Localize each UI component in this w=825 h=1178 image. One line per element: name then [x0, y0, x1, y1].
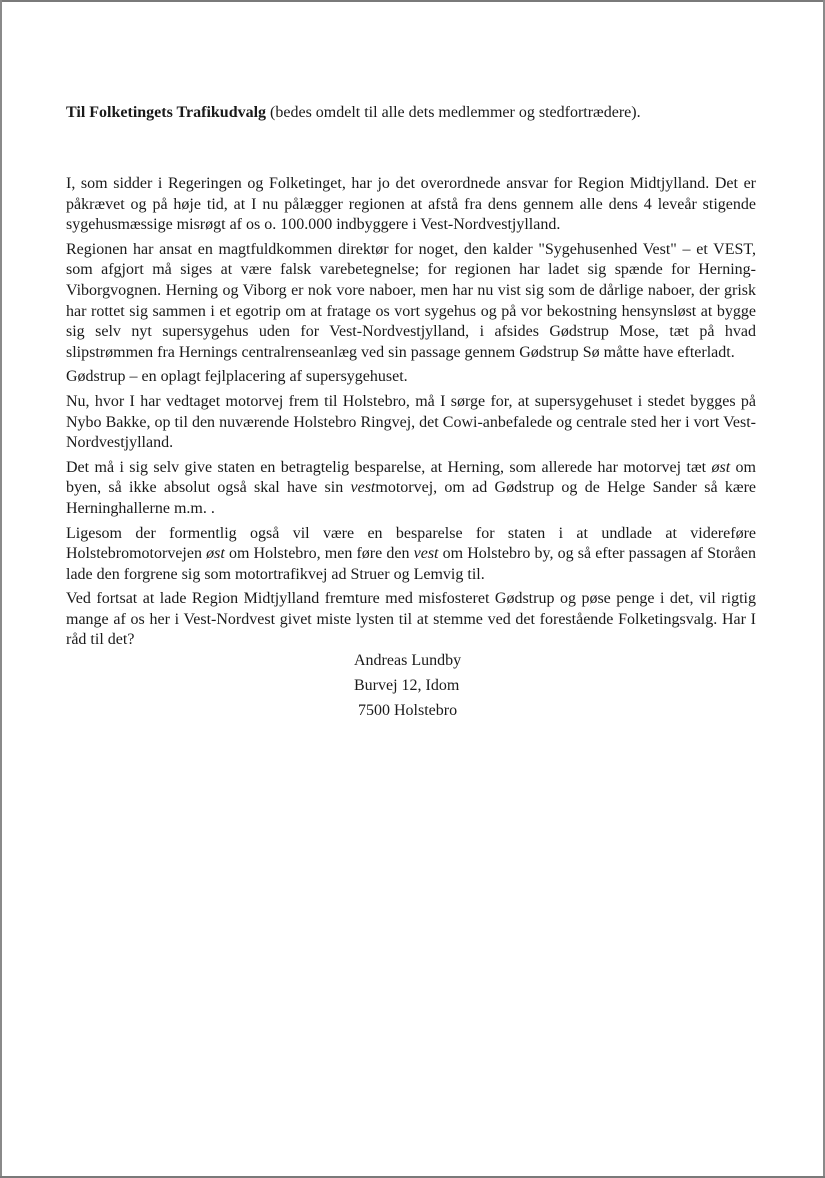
letter-heading: [66, 103, 766, 123]
emphasis: øst: [711, 458, 731, 476]
scan-edge-top: [0, 0, 825, 2]
signature-address: Burvej 12, Idom: [354, 677, 460, 694]
text-run: motorvej, om ad Gødstrup og de Helge Sander så kære Herninghallerne m.m. .: [66, 479, 757, 517]
signature-block: [354, 648, 554, 723]
paragraph-6: [66, 524, 756, 586]
paragraph-3: Gødstrup – en oplagt fejlplacering af supersygehuset.: [66, 368, 408, 386]
text-run: om byen, så ikke absolut også skal have sin: [66, 458, 756, 497]
signature-city: 7500 Holstebro: [358, 702, 458, 719]
recipient: Til Folketingets Trafikudvalg: [66, 104, 267, 121]
paragraph-5: [66, 458, 756, 520]
paragraph-2: Regionen har ansat en magtfuldkommen direktør for noget, den kalder "Sygehusenhed Vest" – et VEST, som afgjort må siges at være falsk varebetegnelse; for regionen har ladet sig spænde for Herning-Viborgvognen. Herning og Viborg er nok vore naboer, men har nu vist sig som de dårlige naboer, der grisk har rottet sig sammen i et egotrip om at fratage os vort sygehus og på vor bekostning hensynsløst at bygge sig selv nyt supersygehus uden for Vest-Nordvestjylland, i afsides Gødstrup Mose, tæt på hvad slipstrømmen fra Hernings centralrenseanlæg ved sin passage gennem Gødstrup Sø måtte have efterladt.: [66, 240, 756, 361]
emphasis: vest: [350, 479, 376, 497]
emphasis: vest: [413, 545, 439, 563]
signature-name: Andreas Lundby: [354, 652, 462, 669]
emphasis: øst: [206, 545, 225, 563]
text-run: om Holstebro by, og så efter passagen af Storåen lade den forgrene sig som motortrafikvej ad Struer og Lemvig til.: [66, 545, 757, 583]
text-run: om Holstebro, men føre den: [224, 545, 414, 563]
scan-edge-left: [0, 0, 2, 1178]
paragraph-7: Ved fortsat at lade Region Midtjylland fremture med misfosteret Gødstrup og pøse penge i det, vil rigtig mange af os her i Vest-Nordvest givet miste lysten til at stemme ved det forestående Folketingsvalg. Har I råd til det?: [66, 590, 756, 649]
letter-body: [66, 174, 756, 655]
paragraph-1: I, som sidder i Regeringen og Folketinget, har jo det overordnede ansvar for Region Midtjylland. Det er påkrævet og på høje tid, at I nu pålægger regionen at afstå fra dens gennem alle dens 4 leveår stigende sygehusmæssige misrøgt af os o. 100.000 indbyggere i Vest-Nordvestjylland.: [66, 175, 756, 234]
text-run: Det må i sig selv give staten en betragtelig besparelse, at Herning, som allerede har motorvej tæt: [66, 458, 712, 476]
text-run: Ligesom der formentlig også vil være en besparelse for staten i at undlade at videreføre Holstebromotorvejen: [66, 524, 756, 563]
recipient-note: (bedes omdelt til alle dets medlemmer og stedfortrædere).: [266, 104, 641, 121]
paragraph-4: Nu, hvor I har vedtaget motorvej frem til Holstebro, må I sørge for, at supersygehuset i stedet bygges på Nybo Bakke, op til den nuværende Holstebro Ringvej, det Cowi-anbefalede og centrale sted her i vort Vest-Nordvestjylland.: [66, 392, 756, 452]
